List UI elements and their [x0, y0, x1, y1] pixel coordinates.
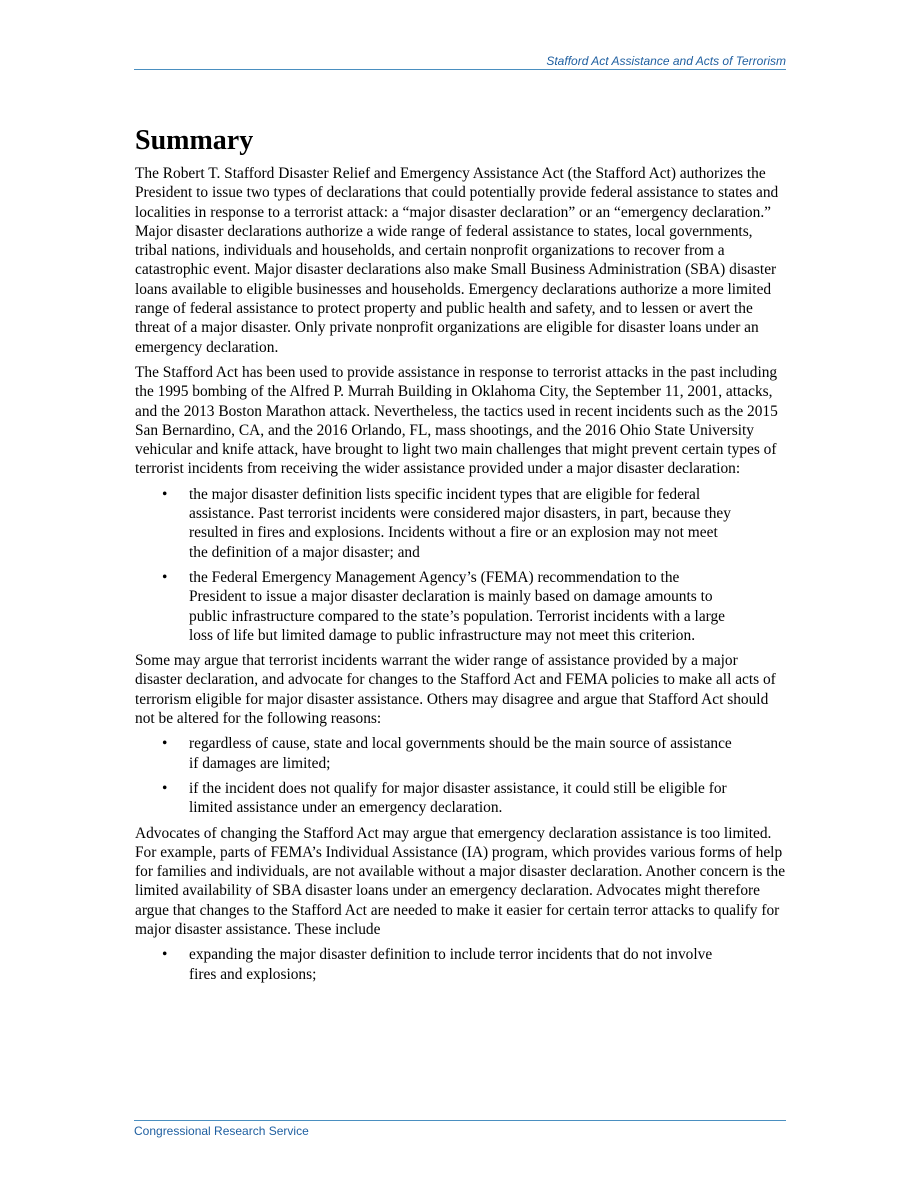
running-header: [134, 54, 786, 70]
paragraph-3: Some may argue that terrorist incidents warrant the wider range of assistance provided by a major disaster declaration, and advocate for changes to the Stafford Act and FEMA policies to make all acts of terrorism eligible for major disaster assistance. Others may disagree and argue that Stafford Act should not be altered for the following reasons:: [135, 652, 776, 728]
bullet-icon: •: [162, 946, 168, 964]
running-title: Stafford Act Assistance and Acts of Terrorism: [546, 54, 786, 68]
paragraph-2: The Stafford Act has been used to provide assistance in response to terrorist attacks in the past including the 1995 bombing of the Alfred P. Murrah Building in Oklahoma City, the September 11, 2001, attacks, and the 2013 Boston Marathon attack. Nevertheless, the tactics used in recent incidents such as the 2015 San Bernardino, CA, and the 2016 Orlando, FL, mass shootings, and the 2016 Ohio State University vehicular and knife attack, have brought to light two main challenges that might prevent certain types of terrorist incidents from receiving the wider assistance provided under a major disaster declaration:: [135, 363, 778, 478]
publisher-name: Congressional Research Service: [134, 1124, 309, 1138]
page-body: [135, 124, 787, 990]
list-item: • if the incident does not qualify for major disaster assistance, it could still be eligible for limited assistance under an emergency declaration.: [162, 779, 727, 817]
list-item: • expanding the major disaster definition to include terror incidents that do not involve fires and explosions;: [162, 946, 713, 983]
bullet-icon: •: [162, 735, 168, 753]
bullet-list-2: [135, 734, 787, 817]
bullet-list-3: [135, 945, 787, 984]
list-item: • the Federal Emergency Management Agency’s (FEMA) recommendation to the President to issue a major disaster declaration is mainly based on damage amounts to public infrastructure compared to the state’s population. Terrorist incidents with a large loss of life but limited damage to public infrastructure may not meet this criterion.: [162, 568, 726, 644]
bullet-icon: •: [162, 779, 168, 797]
bullet-icon: •: [162, 485, 168, 503]
bullet-icon: •: [162, 568, 168, 586]
paragraph-4: Advocates of changing the Stafford Act may argue that emergency declaration assistance is too limited. For example, parts of FEMA’s Individual Assistance (IA) program, which provides various forms of help for families and individuals, are not available without a major disaster declaration. Another concern is the limited availability of SBA disaster loans under an emergency declaration. Advocates might therefore argue that changes to the Stafford Act are needed to make it easier for certain terror attacks to qualify for major disaster assistance. These include: [135, 824, 786, 938]
list-item: • the major disaster definition lists specific incident types that are eligible for federal assistance. Past terrorist incidents were considered major disasters, in part, because they resulted in fires and explosions. Incidents without a fire or an explosion may not meet the definition of a major disaster; and: [162, 485, 731, 561]
section-title: Summary: [135, 125, 254, 156]
paragraph-1: The Robert T. Stafford Disaster Relief and Emergency Assistance Act (the Stafford Act) authorizes the President to issue two types of declarations that could potentially provide federal assistance to states and localities in response to a terrorist attack: a “major disaster declaration” or an “emergency declaration.” Major disaster declarations authorize a wide range of federal assistance to states, local governments, tribal nations, individuals and households, and certain nonprofit organizations to recover from a catastrophic event. Major disaster declarations also make Small Business Administration (SBA) disaster loans available to eligible businesses and households. Emergency declarations authorize a more limited range of federal assistance to protect property and public health and safety, and to lessen or avert the threat of a major disaster. Only private nonprofit organizations are eligible for disaster loans under an emergency declaration.: [135, 165, 779, 356]
bullet-list-1: [135, 485, 787, 645]
list-item: • regardless of cause, state and local governments should be the main source of assistance if damages are limited;: [162, 735, 732, 772]
page-footer: [134, 1120, 786, 1138]
